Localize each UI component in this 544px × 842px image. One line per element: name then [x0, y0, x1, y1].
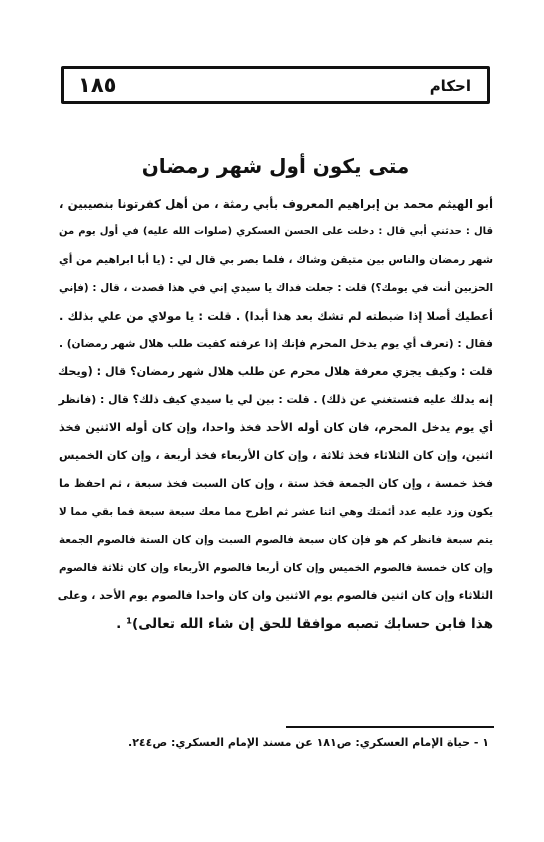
text-line: يكون وزد عليه عدد أئمتك وهي اثنا عشر ثم اطرح مما معك سبعة سبعة فما بقي مما لا — [59, 506, 493, 518]
page-header — [61, 66, 490, 104]
text-line: شهر رمضان والناس بين متيقن وشاك ، فلما بصر بي قال لي : (يا أبا ابراهيم من أي — [59, 254, 493, 266]
text-line: يتم سبعة فانظر كم هو فإن كان سبعة فالصوم السبت وإن كان الستة فالصوم الجمعة — [59, 534, 493, 546]
body-text — [59, 190, 493, 638]
text-line: فخذ خمسة ، وإن كان الجمعة فخذ ستة ، وإن كان السبت فخذ سبعة ، ثم احفظ ما — [59, 477, 493, 490]
text-line: أي يوم يدخل المحرم، فان كان أوله الأحد فخذ واحدا، وإن كان أوله الاثنين فخذ — [59, 421, 493, 434]
text-line: أعطيك أصلا إذا ضبطته لم تشك بعد هذا أبدا) . قلت : يا مولاي من علي بذلك . — [59, 309, 493, 323]
text-line: فقال : (تعرف أي يوم يدخل المحرم فإنك إذا عرفته كفيت طلب هلال شهر رمضان) . — [59, 338, 493, 350]
text-line: قال : حدثني أبي قال : دخلت على الحسن العسكري (صلوات الله عليه) في أول يوم من — [59, 226, 493, 237]
text-line: أبو الهيثم محمد بن إبراهيم المعروف بأبي رمثة ، من أهل كفرتونا بنصيبين ، — [59, 197, 493, 211]
footnote-divider — [286, 726, 494, 728]
text-line: قلت : وكيف يجزي معرفة هلال محرم عن طلب هلال شهر رمضان؟ قال : (ويحك — [57, 365, 493, 378]
footnote: ١ - حياة الإمام العسكري: ص١٨١ عن مسند الإمام العسكري: ص٢٤٤. — [128, 736, 489, 749]
chapter-title: متى يكون أول شهر رمضان — [141, 154, 410, 178]
page-number: ١٨٥ — [78, 73, 117, 97]
text-line: اثنين، وإن كان الثلاثاء فخذ ثلاثة ، وإن كان الأربعاء فخذ أربعة ، وإن كان الخميس — [59, 449, 493, 462]
running-head: احكام — [429, 77, 471, 95]
text-line: وإن كان خمسة فالصوم الخميس وإن كان أربعا فالصوم الأربعاء وإن كان ثلاثة فالصوم — [59, 562, 493, 574]
text-line: هذا فابن حسابك تصبه موافقا للحق إن شاء الله تعالى)¹ . — [116, 616, 493, 632]
text-line: الحزبين أنت في يومك؟) قلت : جعلت فداك يا سيدي إني في هذا قصدت ، قال : (فإني — [59, 282, 493, 294]
text-line: الثلاثاء وإن كان اثنين فالصوم يوم الاثنين وان كان واحدا فالصوم يوم الأحد ، وعلى — [57, 589, 493, 602]
text-line: إنه يدلك عليه فتستغني عن ذلك) . قلت : بين لي يا سيدي كيف ذلك؟ قال : (فانظر — [58, 393, 493, 406]
